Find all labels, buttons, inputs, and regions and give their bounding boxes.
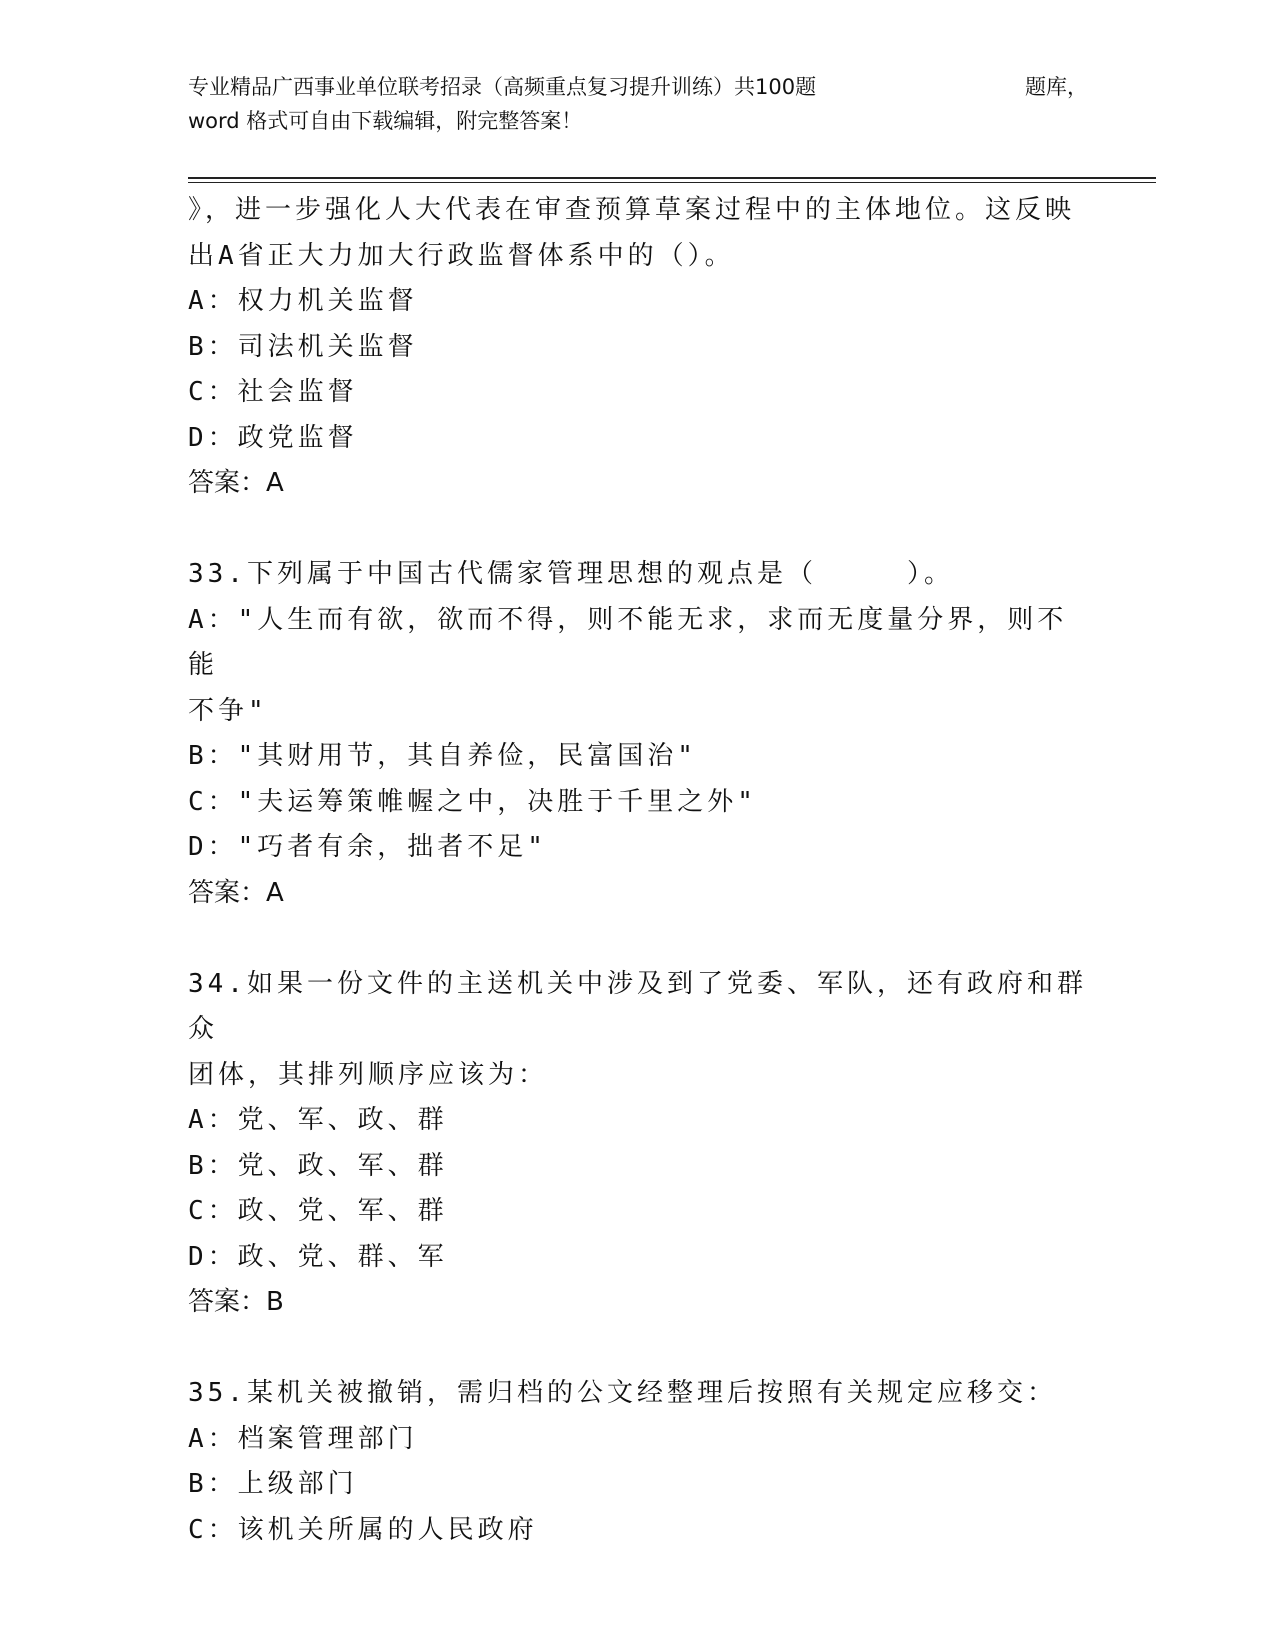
- spacer: [188, 1326, 1088, 1372]
- option-c: C：社会监督: [188, 377, 358, 407]
- question-stem: 出A省正大力加大行政监督体系中的（）。: [188, 240, 735, 271]
- page-header: [188, 70, 1088, 138]
- option-c: C：该机关所属的人民政府: [188, 1514, 538, 1545]
- option-c: C："夫运筹策帷幄之中，决胜于千里之外": [188, 786, 757, 817]
- answer: 答案：B: [188, 1287, 284, 1317]
- option-a: A：权力机关监督: [188, 286, 418, 316]
- option-b: B：上级部门: [188, 1469, 358, 1499]
- spacer: [188, 507, 1088, 553]
- question-32: [188, 188, 1088, 507]
- option-a-continued: 不争": [188, 695, 268, 726]
- option-b: B：党、政、军、群: [188, 1150, 448, 1181]
- question-stem: 34.如果一份文件的主送机关中涉及到了党委、军队，还有政府和群众: [188, 968, 1087, 1044]
- option-a: A："人生而有欲，欲而不得，则不能无求，求而无度量分界，则不能: [188, 604, 1068, 680]
- option-a: A：档案管理部门: [188, 1423, 418, 1454]
- header-title: 专业精品广西事业单位联考招录（高频重点复习提升训练）共100题: [188, 75, 817, 99]
- question-stem: 》，进一步强化人大代表在审查预算草案过程中的主体地位。这反映: [188, 195, 1076, 225]
- document-body: [188, 188, 1088, 1553]
- header-rule-thick: [188, 177, 1156, 179]
- option-d: D："巧者有余，拙者不足": [188, 832, 547, 862]
- option-d: D：政、党、群、军: [188, 1241, 448, 1272]
- header-line-1: [188, 70, 1088, 104]
- answer: 答案：A: [188, 877, 284, 908]
- spacer: [188, 916, 1088, 962]
- header-title-tail: 题库，: [1025, 75, 1088, 99]
- question-33: [188, 552, 1088, 916]
- option-a: A：党、军、政、群: [188, 1105, 448, 1135]
- question-stem: 35.某机关被撤销，需归档的公文经整理后按照有关规定应移交：: [188, 1378, 1057, 1408]
- question-stem: 33.下列属于中国古代儒家管理思想的观点是（ ）。: [188, 559, 954, 589]
- option-b: B："其财用节，其自养俭，民富国治": [188, 741, 697, 771]
- question-34: [188, 962, 1088, 1326]
- question-stem: 团体，其排列顺序应该为：: [188, 1059, 549, 1090]
- option-d: D：政党监督: [188, 422, 358, 453]
- header-rule-thin: [188, 182, 1156, 183]
- option-b: B：司法机关监督: [188, 331, 418, 362]
- answer: 答案：A: [188, 468, 284, 498]
- question-35: [188, 1371, 1088, 1553]
- option-c: C：政、党、军、群: [188, 1196, 448, 1226]
- header-subtitle: word 格式可自由下载编辑，附完整答案！: [188, 109, 583, 133]
